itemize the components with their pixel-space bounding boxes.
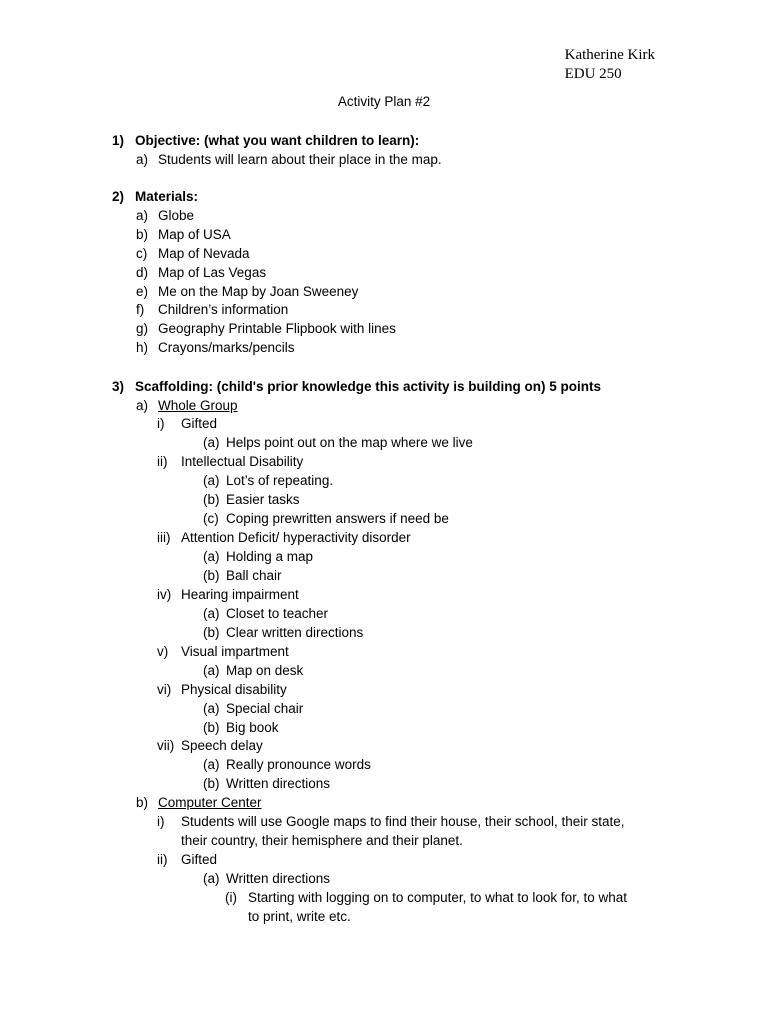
list-marker: (a)	[203, 549, 220, 564]
list-marker: (c)	[203, 511, 219, 526]
list-marker: (b)	[203, 776, 220, 791]
category-label: Attention Deficit/ hyperactivity disorder	[181, 530, 411, 545]
list-marker: i)	[157, 814, 165, 829]
list-text: Helps point out on the map where we live	[226, 435, 473, 450]
list-marker: vii)	[157, 738, 175, 753]
header-block	[565, 46, 655, 84]
list-marker: e)	[136, 284, 149, 299]
list-text: Really pronounce words	[226, 757, 371, 772]
list-text: Written directions	[226, 776, 331, 791]
list-text: Starting with logging on to computer, to what to look for, to what	[248, 890, 627, 905]
list-marker: f)	[136, 302, 145, 317]
list-text: Map of USA	[158, 227, 231, 242]
list-text: Lot’s of repeating.	[226, 473, 334, 488]
section-heading-text: Scaffolding: (child's prior knowledge this activity is building on) 5 points	[135, 379, 601, 394]
list-text: Globe	[158, 208, 195, 223]
list-text: Map of Nevada	[158, 246, 250, 261]
list-text-continuation: their country, their hemisphere and their planet.	[181, 833, 463, 848]
list-marker: (a)	[203, 871, 220, 886]
list-marker: (b)	[203, 625, 220, 640]
course-code: EDU 250	[564, 66, 622, 82]
list-marker: vi)	[157, 682, 172, 697]
list-marker: iii)	[157, 530, 171, 545]
list-text: Map of Las Vegas	[158, 265, 267, 280]
list-marker: i)	[157, 416, 165, 431]
list-marker: a)	[136, 208, 149, 223]
list-marker: iv)	[157, 587, 172, 602]
list-text: Closet to teacher	[226, 606, 329, 621]
list-marker: (a)	[203, 757, 220, 772]
list-marker: a)	[136, 398, 149, 413]
category-label: Intellectual Disability	[181, 454, 304, 469]
list-marker: (a)	[203, 435, 220, 450]
list-marker: d)	[136, 265, 149, 280]
list-marker: b)	[136, 795, 149, 810]
list-marker: b)	[136, 227, 149, 242]
section-heading-text: Materials:	[135, 189, 199, 204]
subsection-label: Computer Center	[158, 795, 262, 810]
category-label: Speech delay	[181, 738, 263, 753]
list-text: Ball chair	[226, 568, 282, 583]
list-marker: g)	[136, 321, 149, 336]
list-text: Students will use Google maps to find their house, their school, their state,	[181, 814, 625, 829]
list-text: Coping prewritten answers if need be	[226, 511, 449, 526]
list-text: Me on the Map by Joan Sweeney	[158, 284, 359, 299]
list-marker: (a)	[203, 663, 220, 678]
list-marker: (b)	[203, 492, 220, 507]
list-marker: h)	[136, 340, 149, 355]
list-marker: (a)	[203, 606, 220, 621]
list-text: Clear written directions	[226, 625, 364, 640]
list-marker: (a)	[203, 701, 220, 716]
list-text: Map on desk	[226, 663, 304, 678]
list-text: Holding a map	[226, 549, 314, 564]
list-marker: c)	[136, 246, 148, 261]
section-number: 3)	[112, 379, 125, 394]
category-label: Gifted	[181, 416, 218, 431]
list-text: Students will learn about their place in the map.	[158, 152, 442, 167]
list-marker: ii)	[157, 454, 168, 469]
section-number: 2)	[112, 189, 125, 204]
list-marker: ii)	[157, 852, 168, 867]
list-text: Special chair	[226, 701, 304, 716]
category-label: Visual impartment	[181, 644, 289, 659]
list-marker: (b)	[203, 720, 220, 735]
subsection-label: Whole Group	[158, 398, 238, 413]
list-text-continuation: to print, write etc.	[248, 909, 351, 924]
list-marker: (b)	[203, 568, 220, 583]
list-text: Easier tasks	[226, 492, 300, 507]
category-label: Hearing impairment	[181, 587, 299, 602]
list-text: Geography Printable Flipbook with lines	[158, 321, 396, 336]
section-heading-text: Objective: (what you want children to learn):	[135, 133, 420, 148]
list-marker: a)	[136, 152, 149, 167]
list-text: Children’s information	[158, 302, 289, 317]
list-text: Crayons/marks/pencils	[158, 340, 295, 355]
list-text: Written directions	[226, 871, 331, 886]
list-marker: (i)	[225, 890, 237, 905]
category-label: Gifted	[181, 852, 218, 867]
list-marker: (a)	[203, 473, 220, 488]
category-label: Physical disability	[181, 682, 287, 697]
list-marker: v)	[157, 644, 169, 659]
list-text: Big book	[226, 720, 279, 735]
section-number: 1)	[112, 133, 125, 148]
document-title: Activity Plan #2	[337, 94, 431, 109]
author-name: Katherine Kirk	[564, 47, 655, 63]
